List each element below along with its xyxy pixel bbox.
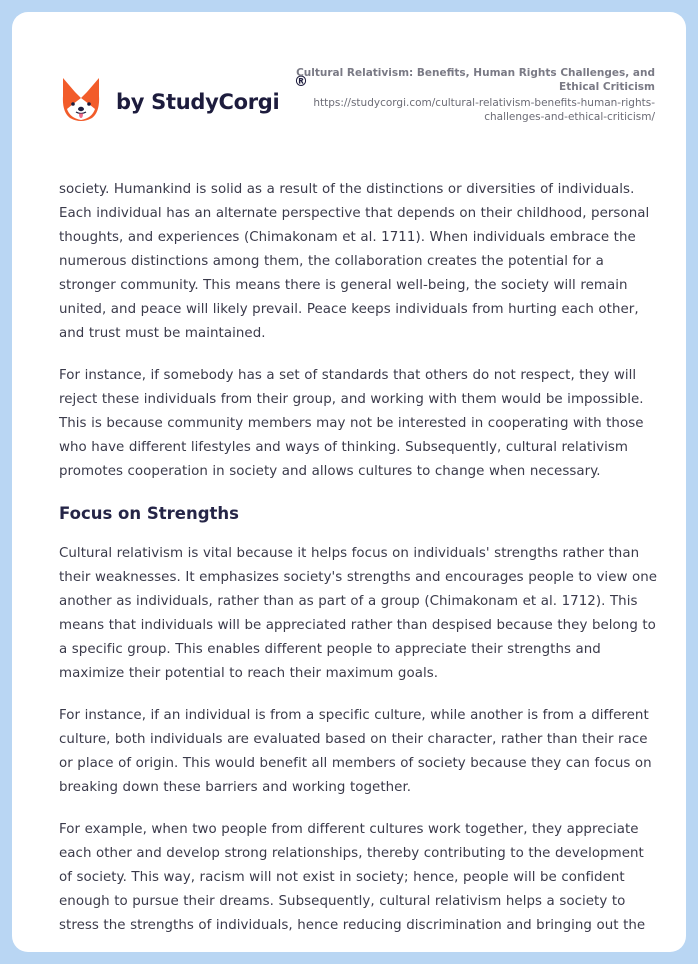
studycorgi-logo[interactable] [60, 74, 308, 122]
document-body [59, 178, 659, 952]
paragraph: For instance, if an individual is from a specific culture, while another is from a different culture, both individuals are evaluated based on their character, rather than their race or place of origin. This would benefit all members of society because they can focus on breaking down these barriers and working together. [59, 708, 652, 795]
document-title: Cultural Relativism: Benefits, Human Rights Challenges, and Ethical Criticism [296, 67, 655, 93]
document-url[interactable]: https://studycorgi.com/cultural-relativism-benefits-human-rights-challenges-and-ethical-criticism/ [313, 97, 655, 123]
document-page [12, 12, 686, 952]
paragraph: For example, when two people from different cultures work together, they appreciate each other and develop strong relationships, thereby contributing to the development of society. This way, racism will not exist in society; hence, people will be confident enough to pursue their dreams. Subsequently, cultural relativism helps a society to stress the strengths of individuals, hence reducing discrimination and bringing out the [59, 822, 646, 933]
paragraph: society. Humankind is solid as a result of the distinctions or diversities of individuals. Each individual has an alternate perspective that depends on their childhood, personal thoughts, and experiences (Chimakonam et al. 1711). When individuals embrace the numerous distinctions among them, the collaboration creates the potential for a stronger community. This means there is general well-being, the society will remain united, and peace will likely prevail. Peace keeps individuals from hurting each other, and trust must be maintained. [59, 182, 650, 341]
paragraph: For instance, if somebody has a set of standards that others do not respect, they will reject these individuals from their group, and working with them would be impossible. This is because community members may not be interested in cooperating with those who have different lifestyles and ways of thinking. Subsequently, cultural relativism promotes cooperation in society and allows cultures to change when necessary. [59, 368, 644, 479]
registered-mark: ® [294, 74, 308, 90]
paragraph: Cultural relativism is vital because it helps focus on individuals' strengths rather than their weaknesses. It emphasizes society's strengths and encourages people to view one another as individuals, rather than as part of a group (Chimakonam et al. 1712). This means that individuals will be appreciated rather than despised because they belong to a specific group. This enables different people to appreciate their strengths and maximize their potential to reach their maximum goals. [59, 546, 658, 681]
section-heading: Focus on Strengths [59, 504, 239, 523]
corgi-logo-icon [60, 76, 102, 122]
page-header [12, 12, 686, 162]
document-meta [295, 66, 655, 124]
brand-name: by StudyCorgi [116, 90, 280, 114]
